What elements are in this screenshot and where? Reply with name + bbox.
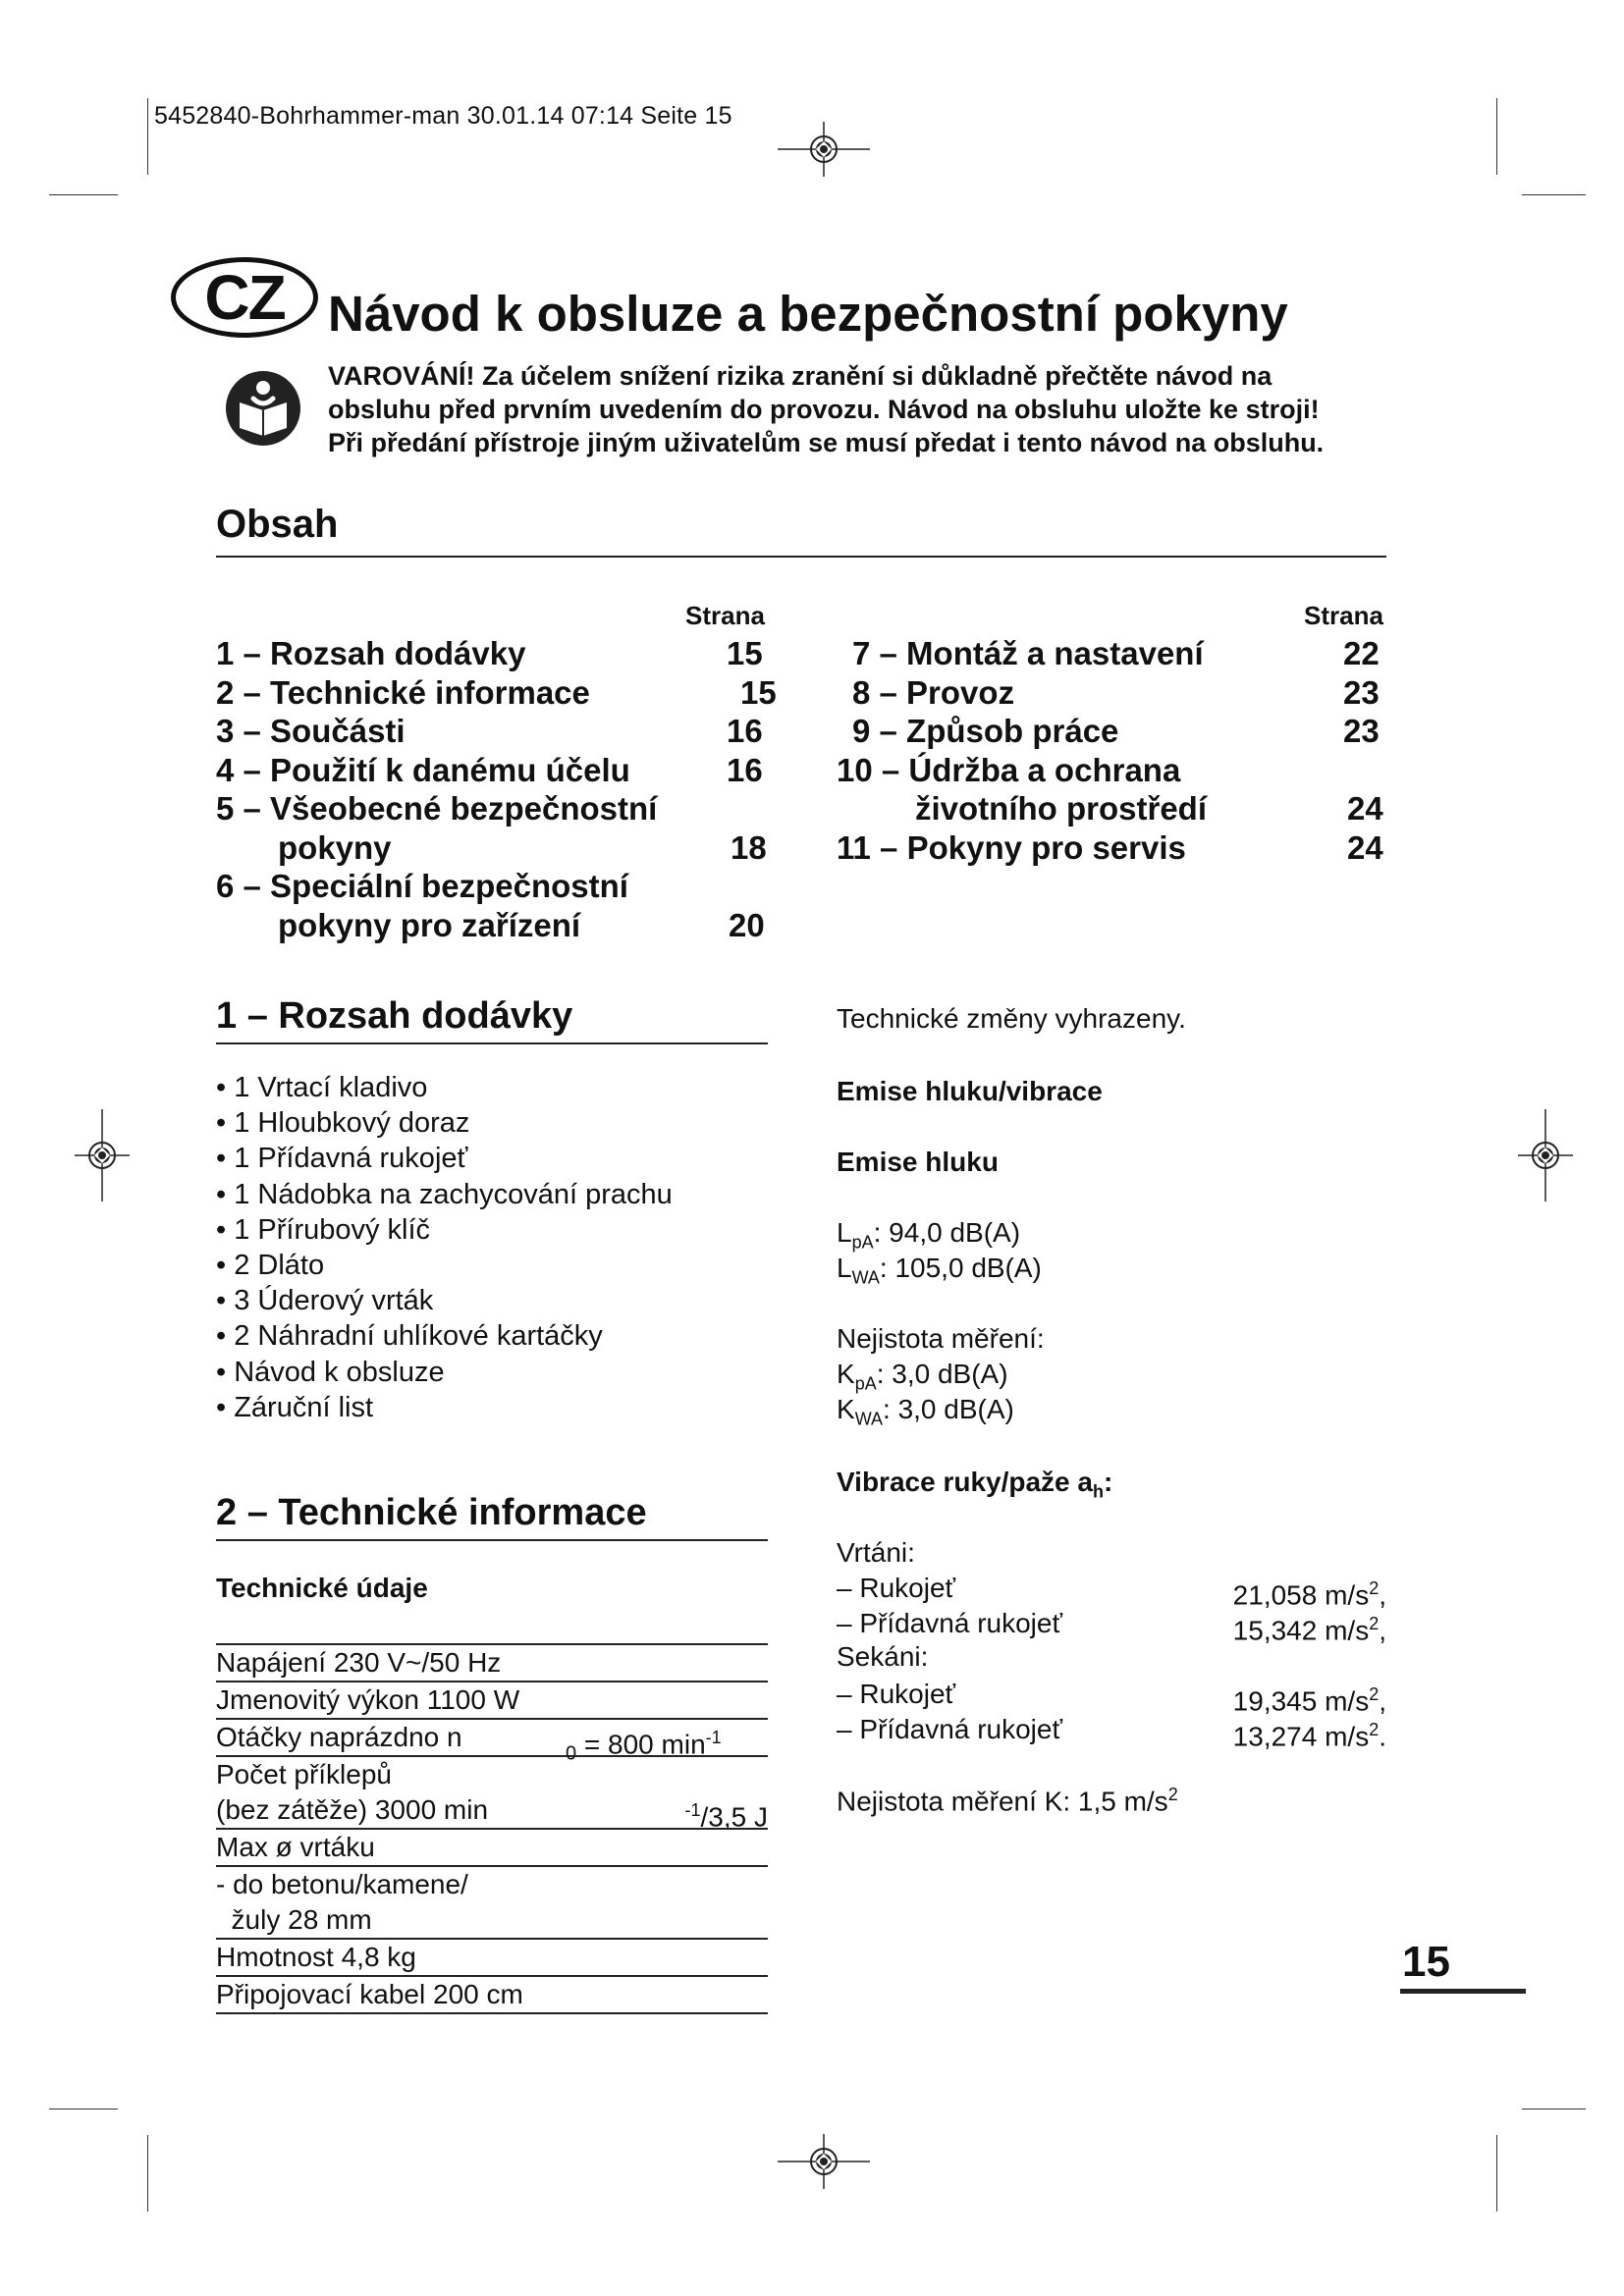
- subheading: Technické údaje: [216, 1573, 428, 1603]
- vibration-row-label: – Rukojeť: [837, 1679, 956, 1709]
- k-uncertainty-text: Nejistota měření K: 1,5 m/s: [837, 1786, 1168, 1817]
- toc-entry-page: 22: [1343, 635, 1380, 671]
- spec-cell: Napájení 230 V~/50 Hz: [216, 1647, 502, 1678]
- list-item: • 2 Dláto: [216, 1250, 325, 1282]
- spec-cell: - do betonu/kamene/: [216, 1869, 468, 1899]
- page-number: 15: [1402, 1938, 1450, 1986]
- lpa-symbol: L: [837, 1217, 852, 1248]
- section-heading: 2 – Technické informace: [216, 1492, 647, 1533]
- lwa-symbol: L: [837, 1253, 852, 1283]
- vibration-row: [837, 1571, 1386, 1611]
- toc-heading: Obsah: [216, 503, 339, 546]
- warning-text: [328, 359, 1398, 459]
- kwa-value: [837, 1394, 1014, 1430]
- list-item: • 1 Přírubový klíč: [216, 1213, 431, 1246]
- toc-page-label: Strana: [1304, 601, 1383, 630]
- vibration-superscript: 2: [1369, 1720, 1380, 1739]
- vibration-superscript: 2: [1369, 1684, 1380, 1704]
- toc-entry-page: 24: [1347, 790, 1383, 827]
- tech-changes-note: Technické změny vyhrazeny.: [837, 1003, 1186, 1034]
- lpa-number: : 94,0 dB(A): [873, 1217, 1021, 1248]
- emission-heading: Emise hluku/vibrace: [837, 1076, 1103, 1106]
- kpa-symbol: K: [837, 1359, 855, 1389]
- spec-superscript: -1: [705, 1728, 722, 1747]
- drilling-label: Vrtáni:: [837, 1537, 915, 1568]
- toc-entry[interactable]: [216, 751, 785, 790]
- toc-entry-label: pokyny: [278, 828, 392, 866]
- crop-mark: [1496, 2135, 1497, 2212]
- spec-cell: Max ø vrtáku: [216, 1832, 375, 1862]
- vibration-colon: :: [1103, 1467, 1113, 1497]
- table-row: [216, 1865, 768, 1938]
- uncertainty-label: Nejistota měření:: [837, 1323, 1045, 1354]
- spec-subscript: 0: [566, 1742, 577, 1765]
- toc-entry[interactable]: [837, 789, 1386, 828]
- kwa-subscript: WA: [854, 1409, 884, 1429]
- toc-right: [837, 634, 1386, 867]
- toc-entry[interactable]: [216, 789, 785, 828]
- spec-cell: žuly 28 mm: [216, 1904, 372, 1935]
- vibration-punct: .: [1379, 1721, 1386, 1752]
- k-uncertainty: [837, 1785, 1178, 1817]
- toc-page-label: Strana: [685, 601, 765, 630]
- list-item: • Návod k obsluze: [216, 1356, 445, 1388]
- spec-cell: Připojovací kabel 200 cm: [216, 1979, 523, 2009]
- list-item: • 1 Přídavná rukojeť: [216, 1143, 468, 1175]
- warning-line: VAROVÁNÍ! Za účelem snížení rizika zranění si důkladně přečtěte návod na: [328, 361, 1272, 391]
- vibration-row-label: – Rukojeť: [837, 1573, 956, 1603]
- toc-entry-page: 20: [729, 906, 765, 943]
- vibration-number: 15,342 m/s: [1232, 1615, 1370, 1646]
- toc-entry[interactable]: [216, 712, 785, 751]
- section-heading: 1 – Rozsah dodávky: [216, 995, 573, 1037]
- registration-mark-icon: [778, 2134, 870, 2189]
- table-row: [216, 1755, 768, 1833]
- vibration-row-value: [1233, 1606, 1386, 1648]
- noise-heading: Emise hluku: [837, 1147, 999, 1177]
- toc-entry-label: 7 – Montáž a nastavení: [852, 635, 1204, 671]
- list-item: • 1 Hloubkový doraz: [216, 1107, 470, 1140]
- toc-entry-page: 18: [731, 828, 767, 866]
- vibration-row: [837, 1606, 1386, 1646]
- vibration-punct: ,: [1379, 1615, 1386, 1646]
- crop-mark: [49, 194, 118, 195]
- vibration-number: 13,274 m/s: [1232, 1721, 1370, 1752]
- toc-entry-label: 11 – Pokyny pro servis: [837, 828, 1186, 866]
- toc-entry[interactable]: [837, 673, 1386, 713]
- table-row: [216, 1718, 768, 1765]
- vibration-row-value: [1233, 1712, 1386, 1754]
- crop-mark: [1496, 98, 1497, 175]
- lpa-value: [837, 1217, 1020, 1254]
- table-row: [216, 1828, 768, 1865]
- lwa-value: [837, 1253, 1042, 1289]
- crop-mark: [1522, 194, 1586, 195]
- kpa-subscript: pA: [854, 1373, 877, 1394]
- delivery-list: [216, 1070, 673, 1425]
- toc-entry-label: 2 – Technické informace: [216, 673, 590, 711]
- toc-entry-label: 8 – Provoz: [852, 673, 1015, 711]
- toc-entry-page: 23: [1343, 713, 1380, 749]
- toc-entry-label: 3 – Součásti: [216, 713, 406, 749]
- page-title: Návod k obsluze a bezpečnostní pokyny: [328, 286, 1288, 342]
- registration-mark-icon: [1518, 1109, 1573, 1201]
- toc-entry-page: 24: [1347, 828, 1383, 866]
- toc-entry-label: 1 – Rozsah dodávky: [216, 635, 526, 671]
- vibration-heading-text: Vibrace ruky/paže a: [837, 1467, 1093, 1497]
- list-item: • 1 Vrtací kladivo: [216, 1072, 428, 1103]
- table-row: [216, 1643, 768, 1681]
- warning-line: obsluhu před prvním uvedením do provozu. Návod na obsluhu uložte ke stroji!: [328, 395, 1320, 424]
- toc-entry-label: 4 – Použití k danému účelu: [216, 751, 630, 788]
- toc-entry-label: pokyny pro zařízení: [278, 906, 581, 943]
- divider: [216, 1042, 768, 1044]
- toc-entry-page: 23: [1343, 673, 1380, 711]
- lwa-number: : 105,0 dB(A): [879, 1253, 1042, 1283]
- lwa-subscript: WA: [851, 1267, 880, 1288]
- divider: [216, 1539, 768, 1541]
- list-item: • Záruční list: [216, 1391, 374, 1423]
- toc-entry-label: životního prostředí: [915, 790, 1207, 827]
- crop-mark: [147, 2135, 148, 2212]
- toc-entry-label: 9 – Způsob práce: [852, 713, 1119, 749]
- table-row: [216, 1938, 768, 1975]
- toc-entry-page: 16: [727, 751, 763, 788]
- read-manual-icon: [224, 369, 302, 448]
- vibration-row-label: – Přídavná rukojeť: [837, 1608, 1062, 1638]
- registration-mark-icon: [778, 122, 870, 177]
- toc-entry-label: 6 – Speciální bezpečnostní: [216, 868, 628, 904]
- list-item: • 3 Úderový vrták: [216, 1285, 434, 1317]
- page-number-rule: [1400, 1989, 1526, 1994]
- vibration-superscript: 2: [1369, 1578, 1380, 1598]
- toc-entry[interactable]: [837, 751, 1386, 790]
- kwa-number: : 3,0 dB(A): [883, 1394, 1014, 1424]
- vibration-punct: ,: [1379, 1685, 1386, 1717]
- lpa-subscript: pA: [851, 1232, 874, 1253]
- toc-entry[interactable]: [837, 712, 1386, 751]
- toc-entry[interactable]: [837, 828, 1386, 868]
- toc-entry[interactable]: [216, 906, 785, 945]
- spec-cell-value: $^{-1}$/3,5 J: [684, 1800, 768, 1833]
- toc-entry[interactable]: [216, 634, 785, 673]
- spec-cell: (bez zátěže) 3000 min: [216, 1794, 489, 1825]
- warning-line: Při předání přístroje jiným uživatelům se musí předat i tento návod na obsluhu.: [328, 428, 1325, 457]
- vibration-number: 21,058 m/s: [1232, 1579, 1370, 1611]
- toc-entry-page: 15: [727, 635, 763, 671]
- vibration-subscript: h: [1092, 1481, 1104, 1502]
- table-row: [216, 1681, 768, 1718]
- kpa-value: [837, 1359, 1008, 1395]
- spec-cell: Jmenovitý výkon 1100 W: [216, 1684, 520, 1715]
- vibration-row-label: – Přídavná rukojeť: [837, 1714, 1062, 1744]
- list-item: • 2 Náhradní uhlíkové kartáčky: [216, 1320, 603, 1353]
- kpa-number: : 3,0 dB(A): [876, 1359, 1008, 1389]
- toc-entry-label: 10 – Údržba a ochrana: [837, 751, 1181, 788]
- toc-entry-page: 16: [727, 713, 763, 749]
- vibration-number: 19,345 m/s: [1232, 1685, 1370, 1717]
- vibration-punct: ,: [1379, 1579, 1386, 1611]
- table-row: [216, 1975, 768, 2014]
- spec-superscript: -1: [684, 1800, 701, 1820]
- toc-entry-label: 5 – Všeobecné bezpečnostní: [216, 790, 658, 827]
- toc-entry[interactable]: [216, 828, 785, 868]
- toc-entry-page: 15: [740, 673, 777, 711]
- kwa-symbol: K: [837, 1394, 855, 1424]
- spec-cell-value: $_0$ = 800 $\min^{-1}$: [566, 1728, 722, 1765]
- country-badge: CZ: [171, 257, 318, 338]
- registration-mark-icon: [75, 1109, 130, 1201]
- vibration-heading: [837, 1467, 1112, 1503]
- k-uncertainty-superscript: 2: [1167, 1785, 1178, 1804]
- vibration-row: [837, 1677, 1386, 1717]
- chiseling-label: Sekáni:: [837, 1641, 929, 1672]
- toc-entry[interactable]: [837, 634, 1386, 673]
- toc-entry[interactable]: [216, 867, 785, 906]
- list-item: • 1 Nádobka na zachycování prachu: [216, 1178, 673, 1210]
- toc-left: [216, 634, 785, 944]
- spec-cell: Hmotnost 4,8 kg: [216, 1942, 416, 1972]
- spec-table: [216, 1643, 768, 2014]
- vibration-superscript: 2: [1369, 1614, 1380, 1633]
- spec-cell: Počet příklepů: [216, 1759, 392, 1789]
- divider: [216, 556, 1386, 558]
- crop-mark: [147, 98, 148, 175]
- toc-entry[interactable]: [216, 673, 785, 713]
- print-slug: 5452840-Bohrhammer-man 30.01.14 07:14 Seite 15: [154, 102, 732, 130]
- spec-cell: Otáčky naprázdno n: [216, 1722, 462, 1752]
- vibration-row: [837, 1712, 1386, 1752]
